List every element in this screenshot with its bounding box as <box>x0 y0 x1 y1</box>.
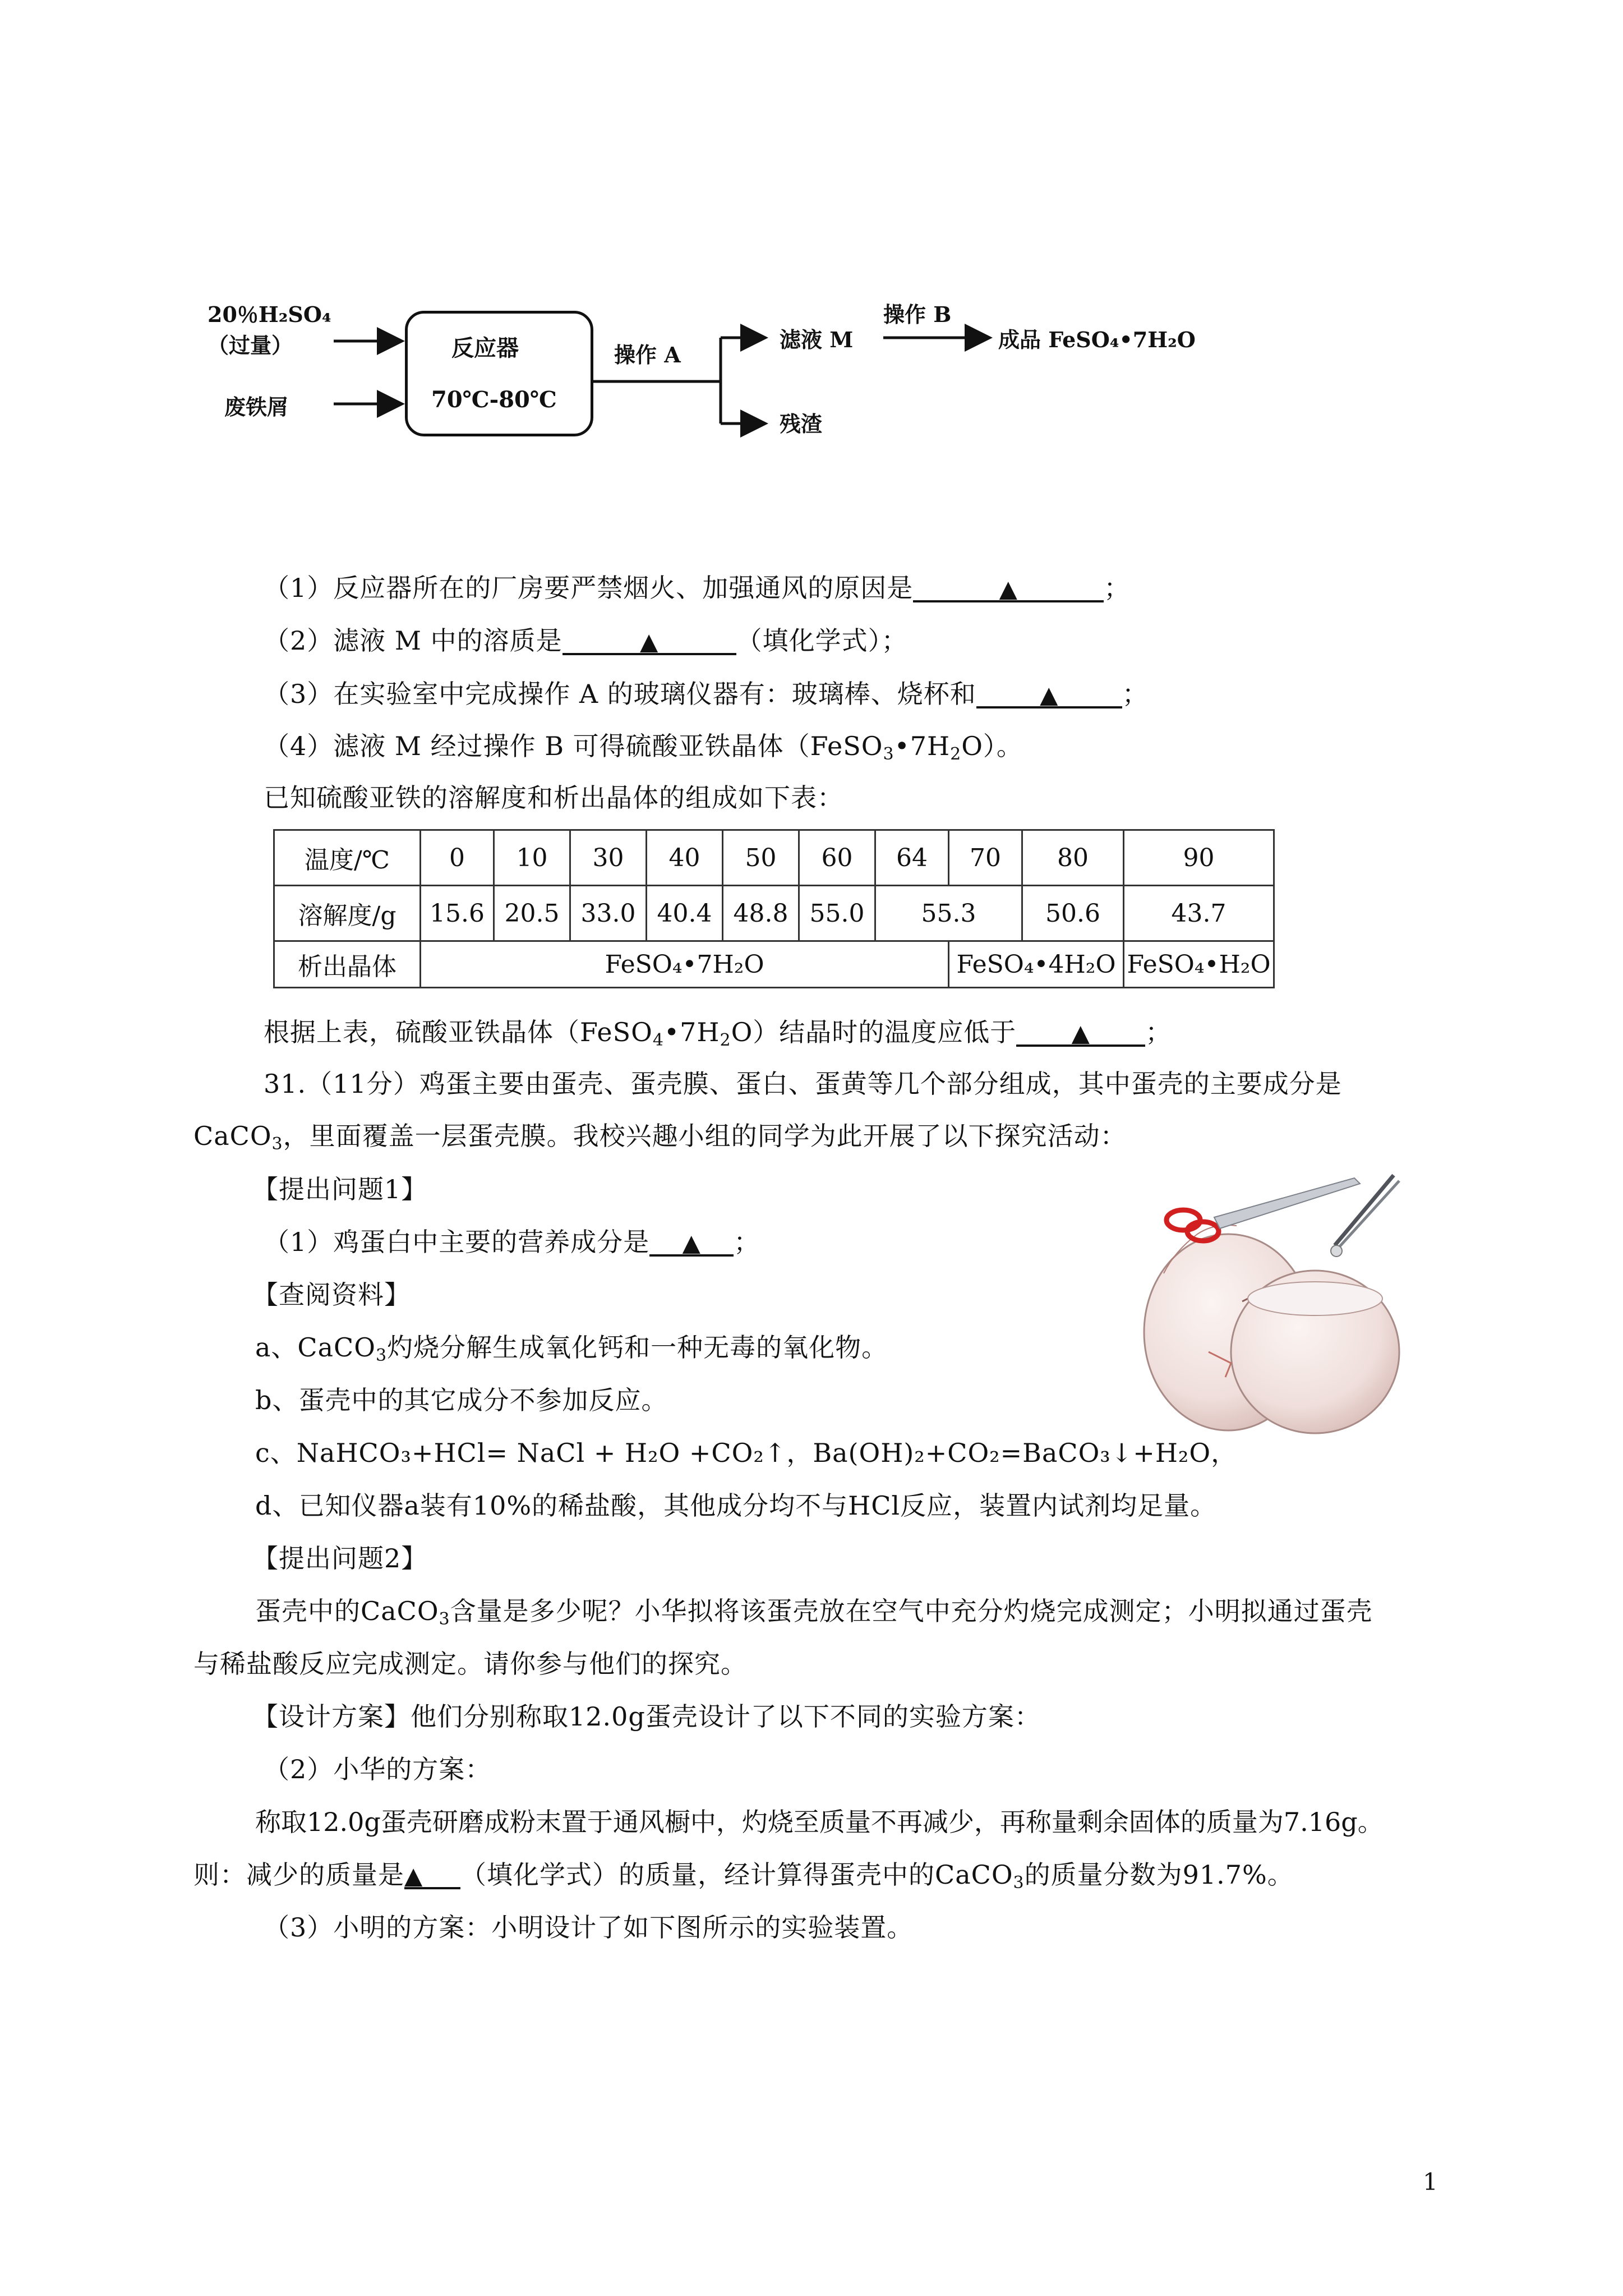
reactor-label: 反应器 <box>451 335 519 361</box>
table-cell: 50 <box>723 830 799 886</box>
q31-mass-loss: 则：减少的质量是▲ （填化学式）的质量，经计算得蛋壳中的CaCO$_3$的质量分数为91.7%。 <box>193 1858 1294 1892</box>
table-intro: 已知硫酸亚铁的溶解度和析出晶体的组成如下表： <box>264 783 843 813</box>
reactor-temperature: 70℃-80℃ <box>431 386 557 413</box>
table-row-crystal <box>274 941 1274 988</box>
question-1: （1）反应器所在的厂房要严禁烟火、加强通风的原因是 ▲ ； <box>264 571 1130 605</box>
table-cell: FeSO₄•4H₂O <box>949 941 1124 988</box>
question-4: （4）滤液 M 经过操作 B 可得硫酸亚铁晶体$(FeSO_3•7H_2O)$。 <box>264 731 1023 764</box>
table-cell: 60 <box>799 830 875 886</box>
q31-intro-line2: CaCO$_3$，里面覆盖一层蛋壳膜。我校兴趣小组的同学为此开展了以下探究活动： <box>193 1121 1127 1154</box>
table-cell: 64 <box>875 830 949 886</box>
q31-intro-line1: 31.（11分）鸡蛋主要由蛋壳、蛋壳膜、蛋白、蛋黄等几个部分组成，其中蛋壳的主要成分是 <box>264 1069 1342 1099</box>
table-cell: 48.8 <box>723 886 799 941</box>
acid-label: 20％H₂SO₄ <box>208 302 331 327</box>
reference-a: a、CaCO$_3$灼烧分解生成氧化钙和一种无毒的氧化物。 <box>255 1332 888 1365</box>
reference-c: c、NaHCO₃+HCl= NaCl + H₂O +CO₂↑，Ba(OH)₂+CO₂=BaCO₃↓+H₂O， <box>255 1438 1238 1468</box>
operation-b-label: 操作 B <box>883 302 952 327</box>
q31-part-1: （1）鸡蛋白中主要的营养成分是 ▲ ； <box>264 1225 760 1259</box>
answer-blank-5: ▲ <box>1016 1015 1145 1047</box>
table-cell: 15.6 <box>421 886 494 941</box>
table-cell: 55.0 <box>799 886 875 941</box>
row-header: 溶解度/g <box>274 886 421 941</box>
acid-excess-label: （过量） <box>208 333 293 358</box>
table-cell: 90 <box>1124 830 1274 886</box>
table-cell: 80 <box>1022 830 1124 886</box>
table-cell: 0 <box>421 830 494 886</box>
q31-xiaohua-method: 称取12.0g蛋壳研磨成粉末置于通风橱中，灼烧至质量不再减少，再称量剩余固体的质量为7.16g。 <box>255 1807 1384 1837</box>
q31-problem-line2: 与稀盐酸反应完成测定。请你参与他们的探究。 <box>193 1649 747 1679</box>
solubility-table <box>273 829 1275 988</box>
table-cell: 10 <box>494 830 570 886</box>
answer-blank-2: ▲ <box>562 624 736 655</box>
filtrate-m-label: 滤液 M <box>780 327 854 352</box>
q31-problem-line1: 蛋壳中的CaCO$_3$含量是多少呢？小华拟将该蛋壳放在空气中充分灼烧完成测定；小明拟通过蛋壳 <box>255 1596 1373 1629</box>
row-header: 析出晶体 <box>274 941 421 988</box>
process-flow-diagram <box>202 286 1267 466</box>
table-cell: 40 <box>647 830 723 886</box>
table-cell: 70 <box>949 830 1022 886</box>
scrap-iron-label: 废铁屑 <box>224 394 289 420</box>
page-number: 1 <box>1423 2168 1438 2196</box>
eggshell-illustration <box>1130 1172 1422 1436</box>
table-cell: 20.5 <box>494 886 570 941</box>
reference-b: b、蛋壳中的其它成分不参加反应。 <box>255 1385 668 1415</box>
flow-arrows <box>202 286 1267 466</box>
table-cell: 30 <box>570 830 647 886</box>
heading-question-2: 【提出问题2】 <box>252 1543 428 1573</box>
answer-blank-1: ▲ <box>913 571 1104 602</box>
question-2: （2）滤液 M 中的溶质是 ▲ （填化学式）； <box>264 624 908 657</box>
table-cell: 33.0 <box>570 886 647 941</box>
row-header: 温度/℃ <box>274 830 421 886</box>
reference-d: d、已知仪器a装有10%的稀盐酸，其他成分均不与HCl反应，装置内试剂均足量。 <box>255 1490 1217 1521</box>
product-label: 成品 FeSO₄•7H₂O <box>998 327 1196 352</box>
q31-part-3: （3）小明的方案：小明设计了如下图所示的实验装置。 <box>264 1912 914 1943</box>
egg-scissors-tweezers-image <box>1130 1172 1422 1436</box>
answer-blank-3: ▲ <box>976 677 1122 708</box>
crystallization-question: 根据上表，硫酸亚铁晶体$(FeSO_4•7H_2O)$结晶时的温度应低于 ▲ ； <box>264 1015 1172 1049</box>
table-cell: 40.4 <box>647 886 723 941</box>
question-3: （3）在实验室中完成操作 A 的玻璃仪器有：玻璃棒、烧杯和 ▲ ； <box>264 677 1149 711</box>
answer-blank-7: ▲ <box>404 1858 460 1889</box>
table-cell: 43.7 <box>1124 886 1274 941</box>
heading-reference: 【查阅资料】 <box>252 1280 411 1310</box>
table-cell: FeSO₄•H₂O <box>1124 941 1274 988</box>
reactor-box <box>405 311 593 436</box>
q31-part-2: （2）小华的方案： <box>264 1754 492 1784</box>
operation-a-label: 操作 A <box>614 342 681 367</box>
answer-blank-6: ▲ <box>649 1225 734 1257</box>
table-row-temperature <box>274 830 1274 886</box>
heading-design: 【设计方案】他们分别称取12.0g蛋壳设计了以下不同的实验方案： <box>252 1701 1041 1732</box>
heading-question-1: 【提出问题1】 <box>252 1174 428 1204</box>
residue-label: 残渣 <box>780 411 823 436</box>
table-cell: FeSO₄•7H₂O <box>421 941 949 988</box>
table-cell: 55.3 <box>875 886 1022 941</box>
table-cell: 50.6 <box>1022 886 1124 941</box>
table-row-solubility <box>274 886 1274 941</box>
scissors-icon <box>1166 1178 1360 1241</box>
